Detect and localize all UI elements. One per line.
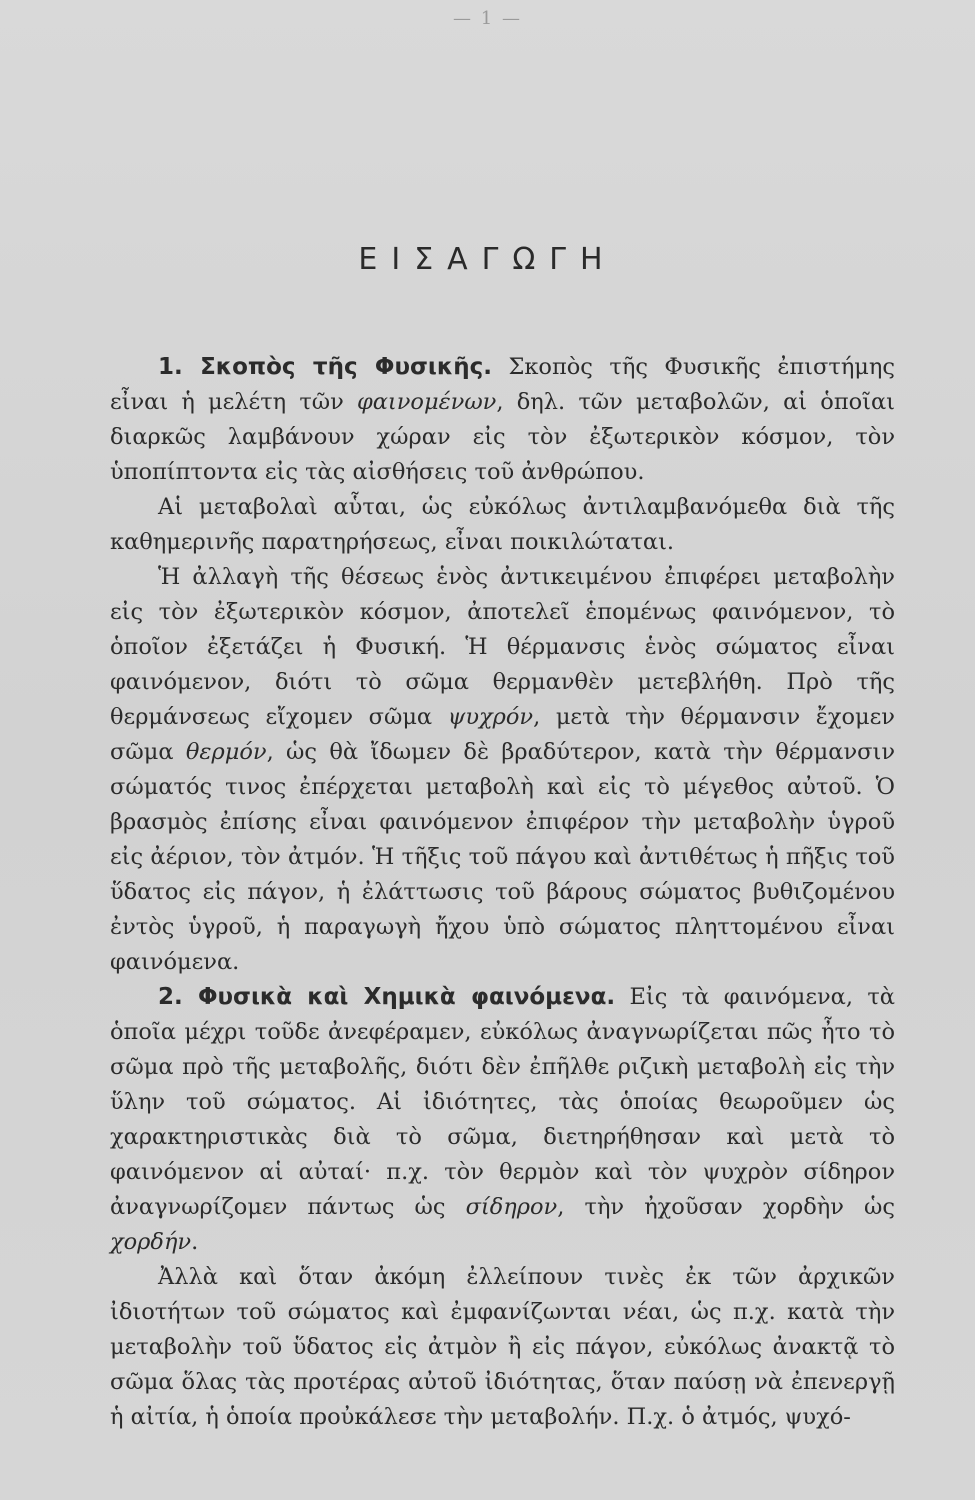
page-title: ΕΙΣΑΓΩΓΗ (358, 242, 617, 277)
body-text (110, 350, 895, 1435)
section-2-heading: 2. Φυσικὰ καὶ Χημικὰ φαινόμενα. (158, 984, 616, 1010)
text-run: Εἰς τὰ φαινόμενα, τὰ ὁποῖα μέχρι τοῦδε ἀνεφέραμεν, εὐκόλως ἀναγνωρίζεται πῶς ἦτο τὸ σῶμα πρὸ τῆς μεταβολῆς, διότι δὲν ἐπῆλθε ριζικὴ μεταβολὴ εἰς τὴν ὕλην τοῦ σώματος. Αἱ ἰδιότητες, τὰς ὁποίας θεωροῦμεν ὡς χαρακτηριστικὰς διὰ τὸ σῶμα, διετηρήθησαν καὶ μετὰ τὸ φαινόμενον αἱ αὐταί· π.χ. τὸν θερμὸν καὶ τὸν ψυχρὸν σίδηρον ἀναγνωρίζομεν πάντως ὡς (110, 984, 896, 1220)
page-number: — 1 — (453, 8, 522, 29)
section-1-paragraph-1 (110, 350, 895, 490)
section-2-paragraph-1 (110, 980, 895, 1260)
section-1-heading: 1. Σκοπὸς τῆς Φυσικῆς. (158, 354, 492, 380)
section-1-paragraph-3 (110, 560, 895, 980)
text-run: , μετὰ τὴν θέρμανσιν ἔχομεν σῶμα (110, 704, 895, 765)
italic-term: θερμόν (185, 739, 267, 765)
italic-term: ψυχρόν (447, 704, 534, 730)
italic-term: φαινομένων (356, 389, 497, 415)
section-1-paragraph-2: Αἱ μεταβολαὶ αὗται, ὡς εὐκόλως ἀντιλαμβανόμεθα διὰ τῆς καθημερινῆς παρατηρήσεως, εἶναι ποικιλώταται. (110, 494, 895, 555)
text-run: , τὴν ἠχοῦσαν χορδὴν ὡς (557, 1194, 896, 1220)
text-run: , ὡς θὰ ἴδωμεν δὲ βραδύτερον, κατὰ τὴν θέρμανσιν σώματός τινος ἐπέρχεται μεταβολὴ καὶ εἰς τὸ μέγεθος αὐτοῦ. Ὁ βρασμὸς ἐπίσης εἶναι φαινόμενον ἐπιφέρον τὴν μεταβολὴν ὑγροῦ εἰς ἀέριον, τὸν ἀτμόν. Ἡ τῆξις τοῦ πάγου καὶ ἀντιθέτως ἡ πῆξις τοῦ ὕδατος εἰς πάγον, ἡ ἐλάττωσις τοῦ βάρους σώματος βυθιζομένου ἐντὸς ὑγροῦ, ἡ παραγωγὴ ἤχου ὑπὸ σώματος πληττομένου εἶναι φαινόμενα. (110, 739, 895, 975)
text-run: Σκοπὸς τῆς Φυσικῆς ἐπιστήμης εἶναι ἡ μελέτη τῶν (110, 354, 895, 415)
italic-term: σίδηρον (465, 1194, 558, 1220)
text-run: Ἡ ἀλλαγὴ τῆς θέσεως ἑνὸς ἀντικειμένου ἐπιφέρει μεταβολὴν εἰς τὸν ἐξωτερικὸν κόσμον, ἀποτελεῖ ἑπομένως φαινόμενον, τὸ ὁποῖον ἐξετάζει ἡ Φυσική. Ἡ θέρμανσις ἑνὸς σώματος εἶναι φαινόμενον, διότι τὸ σῶμα θερμανθὲν μετεβλήθη. Πρὸ τῆς θερμάνσεως εἴχομεν σῶμα (110, 564, 895, 730)
italic-term: χορδήν (110, 1229, 192, 1255)
text-run: . (191, 1229, 199, 1255)
section-2-paragraph-2: Ἀλλὰ καὶ ὅταν ἀκόμη ἐλλείπουν τινὲς ἐκ τῶν ἀρχικῶν ἰδιοτήτων τοῦ σώματος καὶ ἐμφανίζωνται νέαι, ὡς π.χ. κατὰ τὴν μεταβολὴν τοῦ ὕδατος εἰς ἀτμὸν ἢ εἰς πάγον, εὐκόλως ἀνακτᾷ τὸ σῶμα ὅλας τὰς προτέρας αὐτοῦ ἰδιότητας, ὅταν παύσῃ νὰ ἐπενεργῇ ἡ αἰτία, ἡ ὁποία προὐκάλεσε τὴν μεταβολήν. Π.χ. ὁ ἀτμός, ψυχό- (110, 1264, 895, 1430)
text-run: , δηλ. τῶν μεταβολῶν, αἱ ὁποῖαι διαρκῶς λαμβάνουν χώραν εἰς τὸν ἐξωτερικὸν κόσμον, τὸν ὑποπίπτοντα εἰς τὰς αἰσθήσεις τοῦ ἀνθρώπου. (110, 389, 895, 485)
